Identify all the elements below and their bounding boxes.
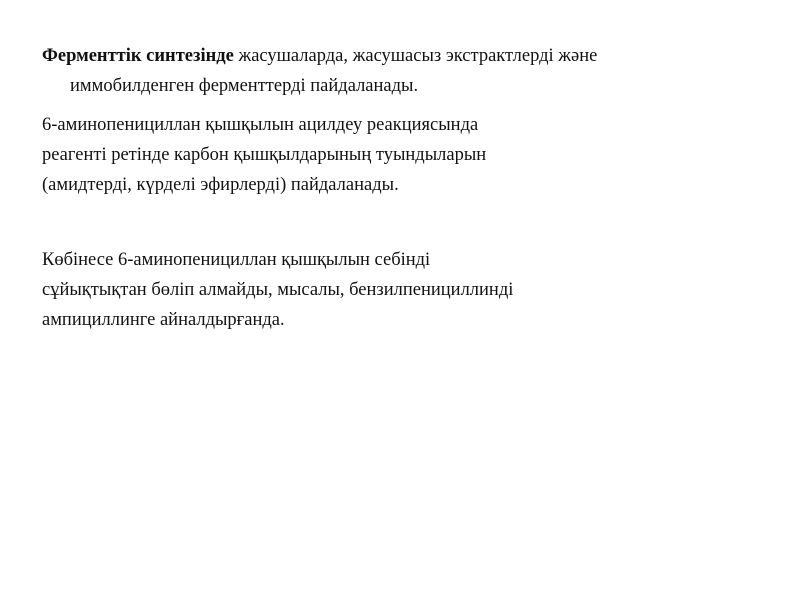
- paragraph-line: Көбінесе 6-аминопенициллан қышқылын себінді: [42, 250, 431, 270]
- paragraph-enzymatic-synthesis: [42, 41, 762, 101]
- paragraph-line: ампициллинге айналдырғанда.: [42, 310, 285, 330]
- paragraph-line-text: жасушаларда, жасушасыз экстрактлерді және: [233, 46, 598, 66]
- paragraph-line: иммобилденген ферменттерді пайдаланады.: [70, 76, 419, 96]
- paragraph-ampicillin: [42, 245, 762, 335]
- paragraph-line: 6-аминопенициллан қышқылын ацилдеу реакциясында: [42, 115, 479, 135]
- paragraph-line: реагенті ретінде карбон қышқылдарының туындыларын: [42, 145, 487, 165]
- paragraph-line: [42, 41, 762, 71]
- paragraph-line: (амидтерді, күрделі эфирлерді) пайдаланады.: [42, 175, 399, 195]
- paragraph-line: сұйықтықтан бөліп алмайды, мысалы, бензилпенициллинді: [42, 280, 514, 300]
- slide-text-body: [42, 41, 762, 335]
- bold-term: Ферменттік синтезінде: [42, 46, 234, 66]
- paragraph-acylation: [42, 110, 762, 200]
